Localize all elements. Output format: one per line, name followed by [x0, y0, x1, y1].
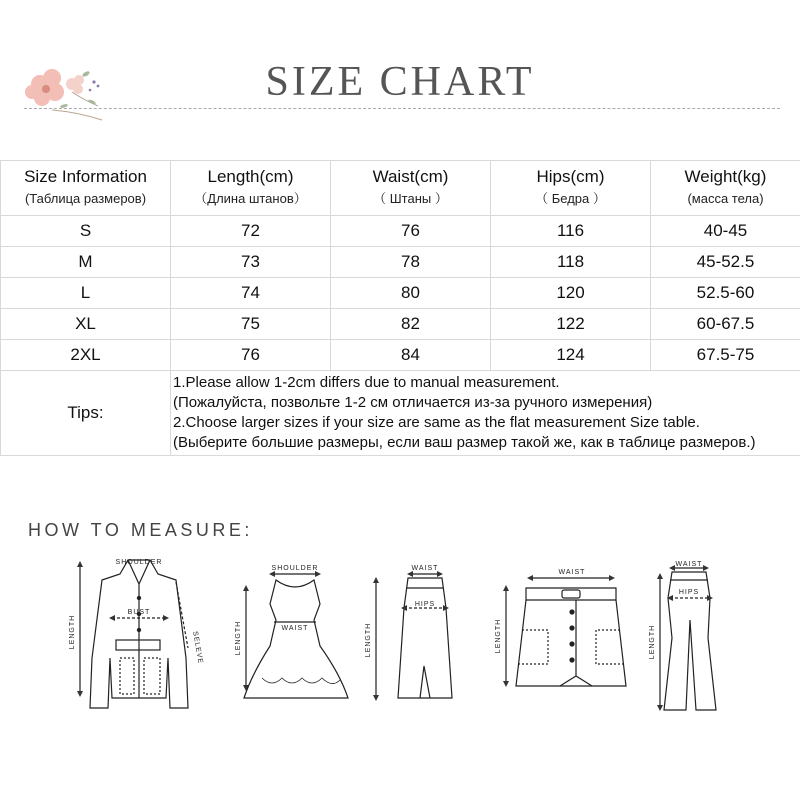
tip-line: (Выберите большие размеры, если ваш размер такой же, как в таблице размеров.)	[173, 434, 756, 451]
cell-waist: 78	[331, 247, 491, 278]
header-sub: (масса тела)	[687, 191, 764, 206]
cell-hips: 124	[491, 340, 651, 371]
header-main: Size Information	[24, 167, 147, 186]
cell-hips: 116	[491, 216, 651, 247]
table-header-row	[1, 161, 800, 216]
header-sub: (Таблица размеров)	[24, 191, 147, 206]
cell-length: 73	[171, 247, 331, 278]
header-sub: （Длина штанов）	[194, 191, 307, 206]
tips-row	[1, 371, 800, 456]
tips-label: Tips:	[1, 371, 171, 456]
cell-weight: 67.5-75	[651, 340, 800, 371]
header-length	[171, 161, 331, 216]
sleeve-label: SELEVE	[191, 630, 204, 665]
cell-size: 2XL	[1, 340, 171, 371]
cell-waist: 80	[331, 278, 491, 309]
tips-text	[171, 371, 800, 456]
cell-waist: 84	[331, 340, 491, 371]
dress-diagram	[244, 574, 348, 698]
header-main: Weight(kg)	[684, 167, 767, 186]
tip-line: (Пожалуйста, позвольте 1-2 см отличается из-за ручного измерения)	[173, 394, 653, 411]
page-title: SIZE CHART	[265, 59, 535, 105]
header-main: Length(cm)	[207, 167, 294, 186]
shoulder-label: SHOULDER	[271, 565, 319, 572]
cell-waist: 82	[331, 309, 491, 340]
length-label: LENGTH	[495, 618, 502, 654]
header-size-info	[1, 161, 171, 216]
cell-waist: 76	[331, 216, 491, 247]
size-table	[0, 160, 800, 456]
skirt-diagram	[376, 574, 452, 698]
header-weight	[651, 161, 800, 216]
length-label: LENGTH	[649, 624, 656, 660]
shoulder-label: SHOULDER	[115, 559, 163, 566]
tip-line: 1.Please allow 1-2cm differs due to manual measurement.	[173, 374, 560, 391]
cell-length: 76	[171, 340, 331, 371]
denim-skirt-diagram	[506, 578, 626, 686]
table-row	[1, 309, 800, 340]
cell-hips: 118	[491, 247, 651, 278]
header-sub: （ Штаны ）	[373, 191, 448, 206]
waist-label: WAIST	[675, 561, 703, 568]
cell-hips: 122	[491, 309, 651, 340]
jacket-diagram	[80, 548, 188, 708]
waist-label: WAIST	[281, 625, 309, 632]
cell-length: 75	[171, 309, 331, 340]
length-label: LENGTH	[365, 622, 372, 658]
header-sub: （ Бедра ）	[535, 191, 606, 206]
cell-weight: 45-52.5	[651, 247, 800, 278]
cell-size: S	[1, 216, 171, 247]
header-main: Hips(cm)	[536, 167, 605, 186]
how-to-measure-title: HOW TO MEASURE:	[28, 520, 253, 540]
header-waist	[331, 161, 491, 216]
title-divider	[24, 108, 780, 109]
tip-line: 2.Choose larger sizes if your size are same as the flat measurement Size table.	[173, 414, 700, 431]
cell-size: L	[1, 278, 171, 309]
table-row	[1, 247, 800, 278]
table-row	[1, 216, 800, 247]
table-row	[1, 278, 800, 309]
header-main: Waist(cm)	[372, 167, 449, 186]
header-hips	[491, 161, 651, 216]
waist-label: WAIST	[558, 569, 586, 576]
cell-hips: 120	[491, 278, 651, 309]
cell-length: 74	[171, 278, 331, 309]
length-label: LENGTH	[69, 614, 76, 650]
cell-weight: 60-67.5	[651, 309, 800, 340]
bust-label: BUST	[127, 609, 151, 616]
cell-weight: 52.5-60	[651, 278, 800, 309]
measurement-diagrams	[0, 548, 800, 748]
cell-length: 72	[171, 216, 331, 247]
waist-label: WAIST	[411, 565, 439, 572]
hips-label: HIPS	[678, 589, 700, 596]
table-row	[1, 340, 800, 371]
length-label: LENGTH	[235, 620, 242, 656]
cell-size: M	[1, 247, 171, 278]
hips-label: HIPS	[414, 601, 436, 608]
cell-weight: 40-45	[651, 216, 800, 247]
cell-size: XL	[1, 309, 171, 340]
